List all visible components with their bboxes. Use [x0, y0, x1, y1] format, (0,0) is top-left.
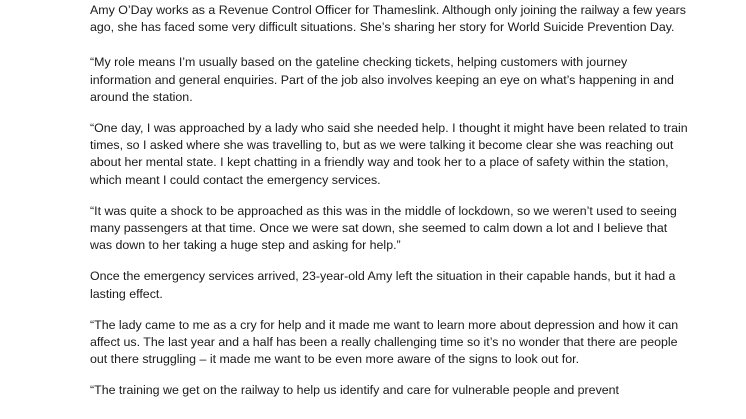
body-paragraph: “The lady came to me as a cry for help and it made me want to learn more about depression and how it can affect us. The last year and a half has been a really challenging time so it’s no wonder that there are people out there struggling – it made me want to be even more aware of the signs to look out for. [90, 317, 679, 367]
body-paragraph: “One day, I was approached by a lady who said she needed help. I thought it might have been related to train times, so I asked where she was travelling to, but as we were talking it become clear she was reaching out about her mental state. I kept chatting in a friendly way and took her to a place of safety within the station, which meant I could contact the emergency services. [90, 121, 688, 187]
body-paragraph: Once the emergency services arrived, 23-year-old Amy left the situation in their capable hands, but it had a lasting effect. [90, 269, 676, 301]
article-body [90, 2, 690, 414]
intro-paragraph: Amy O’Day works as a Revenue Control Officer for Thameslink. Although only joining the railway a few years ago, she has faced some very difficult situations. She’s sharing her story for World Suicide Prevention Day. [90, 3, 686, 35]
body-paragraph: “The training we get on the railway to help us identify and care for vulnerable people and prevent [90, 383, 619, 398]
body-paragraph: “My role means I’m usually based on the gateline checking tickets, helping customers with journey information and general enquiries. Part of the job also involves keeping an eye on what’s happening in and around the station. [90, 55, 674, 104]
body-paragraph: “It was quite a shock to be approached as this was in the middle of lockdown, so we weren’t used to seeing many passengers at that time. Once we were sat down, she seemed to calm down a lot and I believe that was down to her taking a huge step and asking for help.” [90, 203, 677, 253]
